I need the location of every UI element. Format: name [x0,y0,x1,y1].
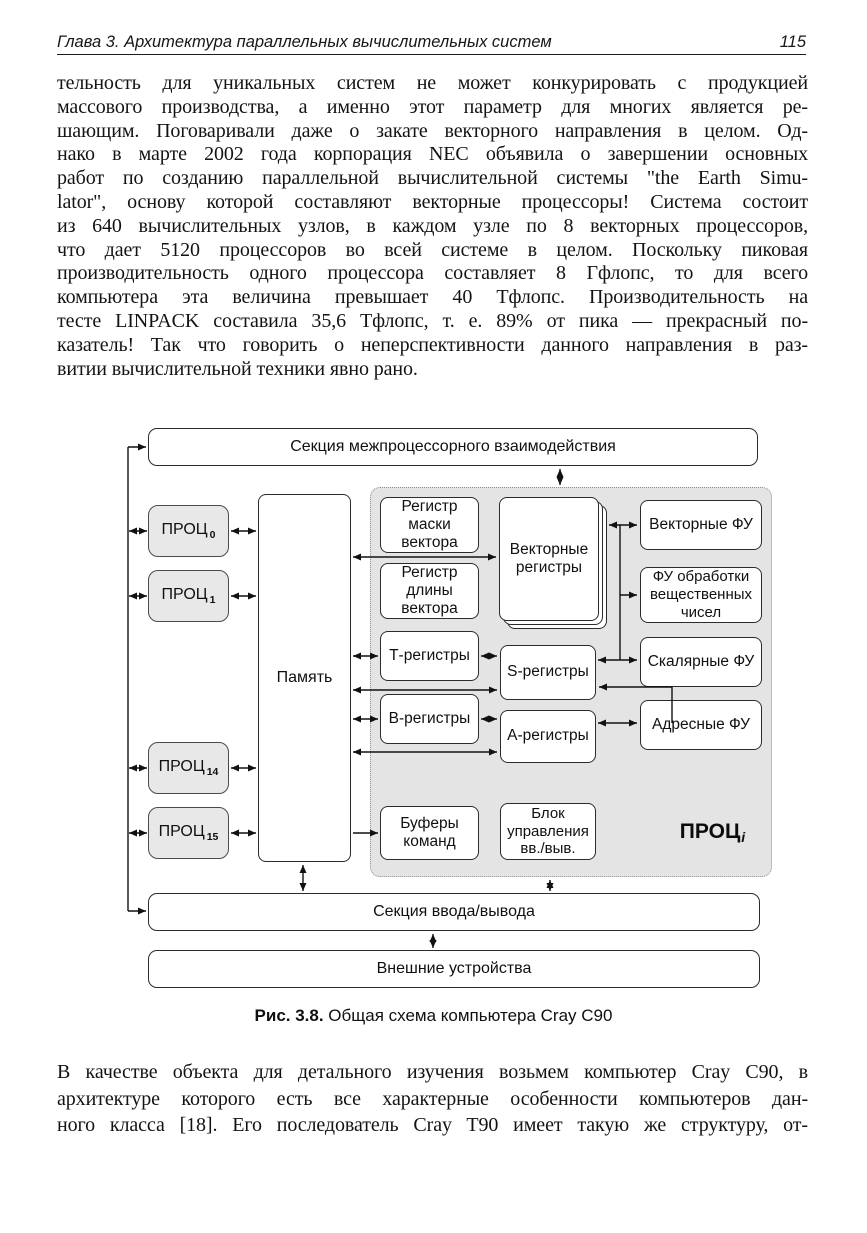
text-line: витии вычислительной техники явно рано. [57,357,418,380]
proc-label: ПРОЦ $_{14}$ [158,757,219,778]
box-t-registers: Т-регистры [380,631,479,681]
chapter-title: Глава 3. Архитектура параллельных вычислительных систем [57,33,552,51]
proc-label: ПРОЦ $_{15}$ [158,822,219,843]
text-line: ного класса [18]. Его последователь Cray T90 имеет такую же структуру, от- [57,1114,808,1136]
proc-label: ПРОЦ $_1$ [161,585,216,606]
text-line: В качестве объекта для детального изучения возьмем компьютер Cray C90, в [57,1061,808,1083]
box-proc-0 [148,505,229,557]
box-io-section: Секция ввода/вывода [148,893,760,931]
text-line: нако в марте 2002 года корпорация NEC объявила о завершении основных [57,143,808,166]
box-vector-registers: Векторные регистры [499,497,599,621]
box-proc-14 [148,742,229,794]
text-line: массового производства, а именно этот параметр для многих является ре- [57,95,808,118]
box-address-fu: Адресные ФУ [640,700,762,750]
box-proc-15 [148,807,229,859]
text-line: тесте LINPACK составила 35,6 Тфлопс, т. е. 89% от пика — прекрасный по- [57,309,808,332]
box-real-number-fu: ФУ обработки вещественных чисел [640,567,762,623]
box-a-registers: А-регистры [500,710,596,763]
proc-i-label: ПРОЦi [679,820,746,845]
box-b-registers: B-регистры [380,694,479,744]
box-vector-length-register: Регистр длины вектора [380,563,479,619]
figure-caption-text: Общая схема компьютера Cray C90 [323,1006,613,1025]
text-line: работ по созданию параллельной вычислительной системы "the Earth Simu- [57,167,808,190]
box-proc-1 [148,570,229,622]
text-line: производительность одного процессора составляет 8 Гфлопс, то для всего [57,262,808,285]
box-scalar-fu: Скалярные ФУ [640,637,762,687]
paragraph-2 [57,1059,808,1139]
box-interprocessor-section: Секция межпроцессорного взаимодействия [148,428,758,466]
figure-caption [0,1006,867,1026]
proc-label: ПРОЦ $_0$ [161,520,216,541]
box-command-buffers: Буферы команд [380,806,479,860]
box-vector-fu: Векторные ФУ [640,500,762,550]
box-s-registers: S-регистры [500,645,596,700]
text-line: из 640 вычислительных узлов, в каждом узле по 8 векторных процессоров, [57,214,808,237]
text-line: архитектуре которого есть все характерные особенности компьютеров дан- [57,1087,808,1110]
text-line: компьютера эта величина превышает 40 Тфлопс. Производительность на [57,286,808,309]
figure-caption-label: Рис. 3.8. [254,1006,324,1025]
text-line: казатель! Так что говорить о неперспективности данного направления в раз- [57,333,808,356]
text-line: lator", основу которой составляют векторные процессоры! Система состоит [57,190,808,213]
page-number: 115 [779,33,806,51]
box-external-devices: Внешние устройства [148,950,760,988]
text-line: что дает 5120 процессоров во всей системе в целом. Поскольку пиковая [57,238,808,261]
box-io-control-unit: Блок управления вв./выв. [500,803,596,860]
box-memory: Память [258,494,351,862]
box-vector-mask-register: Регистр маски вектора [380,497,479,553]
text-line: шающим. Поговаривали даже о закате векторного направления в целом. Од- [57,119,808,142]
text-line: тельность для уникальных систем не может конкурировать с продукцией [57,72,808,94]
